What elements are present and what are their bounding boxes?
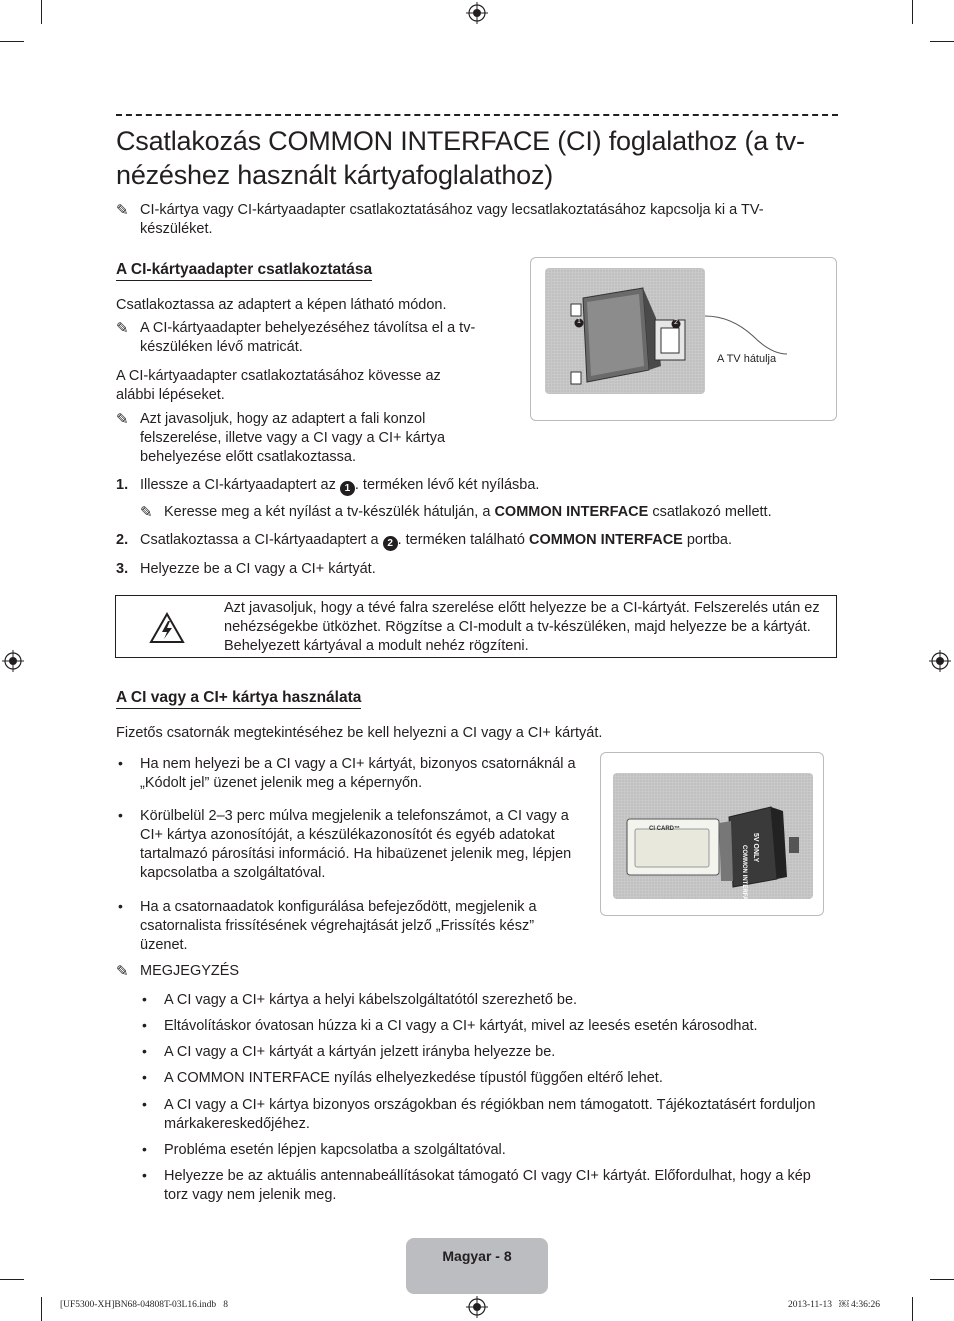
list-item: Ha nem helyezi be a CI vagy a CI+ kártyát, bizonyos csatornáknál a „Kódolt jel” üzenet jelenik meg a képernyőn. xyxy=(140,756,576,791)
footer-file: [UF5300-XH]BN68-04808T-03L16.indb 8 xyxy=(60,1300,229,1310)
bullet: • xyxy=(142,1017,147,1033)
paragraph: Fizetős csatornák megtekintéséhez be kell helyezni a CI vagy a CI+ kártyát. xyxy=(116,725,603,741)
bullet: • xyxy=(118,755,123,771)
section-heading: A CI vagy a CI+ kártya használata xyxy=(116,689,361,709)
warning-box xyxy=(115,595,837,658)
bullet: • xyxy=(118,807,123,823)
page-number: Magyar - 8 xyxy=(442,1248,512,1264)
step-badge: 1 xyxy=(340,481,355,496)
note-item: Probléma esetén lépjen kapcsolatba a szolgáltatóval. xyxy=(164,1142,506,1158)
bullet: • xyxy=(118,898,123,914)
figure-badge: 1 xyxy=(577,318,581,325)
pencil-note-icon: ✎ xyxy=(116,963,129,980)
pencil-note-icon: ✎ xyxy=(116,411,129,428)
bullet: • xyxy=(142,991,147,1007)
note-item: Helyezze be az aktuális antennabeállításokat támogató CI vagy CI+ kártyát. Előfordulhat, hogy a kép torz vagy nem jelenik meg. xyxy=(164,1168,811,1203)
intro-note: CI-kártya vagy CI-kártyaadapter csatlakoztatásához vagy lecsatlakoztatásához kapcsolja ki a TV-készüléket. xyxy=(140,202,764,237)
title-divider xyxy=(116,114,838,116)
bullet: • xyxy=(142,1096,147,1112)
warning-triangle-icon xyxy=(149,612,185,644)
step-text: Csatlakoztassa a CI-kártyaadaptert a 2 . terméken található COMMON INTERFACE portba. xyxy=(140,532,733,549)
bullet: • xyxy=(142,1141,147,1157)
module-label: 5V ONLY xyxy=(752,833,759,863)
common-interface-label: COMMON INTERFACE xyxy=(494,504,649,520)
step-text-post: . terméken lévő két nyílásba. xyxy=(354,477,540,493)
note-label: MEGJEGYZÉS xyxy=(140,963,240,979)
registration-mark-icon xyxy=(929,650,951,672)
common-interface-label: COMMON INTERFACE xyxy=(528,532,683,548)
step-text-pre: Illessze a CI-kártyaadaptert az xyxy=(140,477,340,493)
page-title: Csatlakozás COMMON INTERFACE (CI) foglalathoz (a tv-nézéshez használt kártyafoglalathoz) xyxy=(116,126,805,190)
step-note: Keresse meg a két nyílást a tv-készülék hátulján, a COMMON INTERFACE csatlakozó mellett. xyxy=(164,504,772,520)
note-item: A CI vagy a CI+ kártyát a kártyán jelzett irányba helyezze be. xyxy=(164,1044,556,1060)
bullet: • xyxy=(142,1043,147,1059)
section-heading: A CI-kártyaadapter csatlakoztatása xyxy=(116,261,372,281)
step-number: 1. xyxy=(116,477,129,493)
step-text: Helyezze be a CI vagy a CI+ kártyát. xyxy=(140,561,376,577)
footer-date: 2013-11-13 ￼ 4:36:26 xyxy=(788,1300,881,1310)
step-badge: 2 xyxy=(383,536,398,551)
note-item: Eltávolításkor óvatosan húzza ki a CI vagy a CI+ kártyát, mivel az leesés esetén károsodhat. xyxy=(164,1018,758,1034)
registration-mark-icon xyxy=(2,650,24,672)
pencil-note-icon: ✎ xyxy=(116,202,129,219)
page-number-tab xyxy=(406,1238,548,1294)
list-item: Körülbelül 2–3 perc múlva megjelenik a telefonszámot, a CI vagy a CI+ kártya azonosítóját, a készülékazonosítót és egyéb adatokat tartalmazó párosítási információ. Ha hibaüzenet jelenik meg, lépjen kapcsolatba a szolgáltatóval. xyxy=(140,808,572,881)
step-number: 2. xyxy=(116,532,129,548)
ci-card-label: CI CARD™ xyxy=(649,826,680,832)
step-number: 3. xyxy=(116,561,129,577)
ci-card-illustration xyxy=(601,753,825,917)
list-item: Ha a csatornaadatok konfigurálása befejeződött, megjelenik a csatornalista frissítésének végrehajtását jelző „Frissítés kész” üzenet. xyxy=(140,899,537,953)
pencil-note-icon: ✎ xyxy=(140,504,153,521)
bullet: • xyxy=(142,1069,147,1085)
bullet: • xyxy=(142,1167,147,1183)
adapter-figure xyxy=(530,257,837,421)
note-text: A CI-kártyaadapter behelyezéséhez távolítsa el a tv-készüléken lévő matricát. xyxy=(140,320,476,355)
paragraph: Csatlakoztassa az adaptert a képen látható módon. xyxy=(116,297,447,313)
step-text xyxy=(140,476,820,496)
warning-text: Azt javasoljuk, hogy a tévé falra szerelése előtt helyezze be a CI-kártyát. Felszerelés után ez nehézségekbe ütközhet. Rögzítse a CI-modult a tv-készüléken, majd helyezze be a kártyát. Behelyezett kártyával a modult nehéz rögzíteni. xyxy=(224,600,820,654)
registration-mark-icon xyxy=(466,1296,488,1318)
figure-label: A TV hátulja xyxy=(717,353,777,365)
paragraph: A CI-kártyaadapter csatlakoztatásához kövesse az alábbi lépéseket. xyxy=(116,368,441,403)
registration-mark-icon xyxy=(466,2,488,24)
note-text: Azt javasoljuk, hogy az adaptert a fali konzol felszerelése, illetve vagy a CI vagy a CI+ kártya behelyezése előtt csatlakoztassa. xyxy=(140,411,446,465)
note-item: A CI vagy a CI+ kártya bizonyos országokban és régiókban nem támogatott. Tájékoztatásért forduljon márkakereskedőjéhez. xyxy=(164,1097,816,1132)
note-item: A CI vagy a CI+ kártya a helyi kábelszolgáltatótól szerezhető be. xyxy=(164,992,578,1008)
tv-back-illustration xyxy=(531,258,838,422)
note-item: A COMMON INTERFACE nyílás elhelyezkedése típustól függően eltérő lehet. xyxy=(164,1070,663,1086)
figure-badge: 2 xyxy=(674,319,678,326)
pencil-note-icon: ✎ xyxy=(116,320,129,337)
ci-card-figure xyxy=(600,752,824,916)
module-label: COMMON INTERFACE xyxy=(741,845,747,909)
